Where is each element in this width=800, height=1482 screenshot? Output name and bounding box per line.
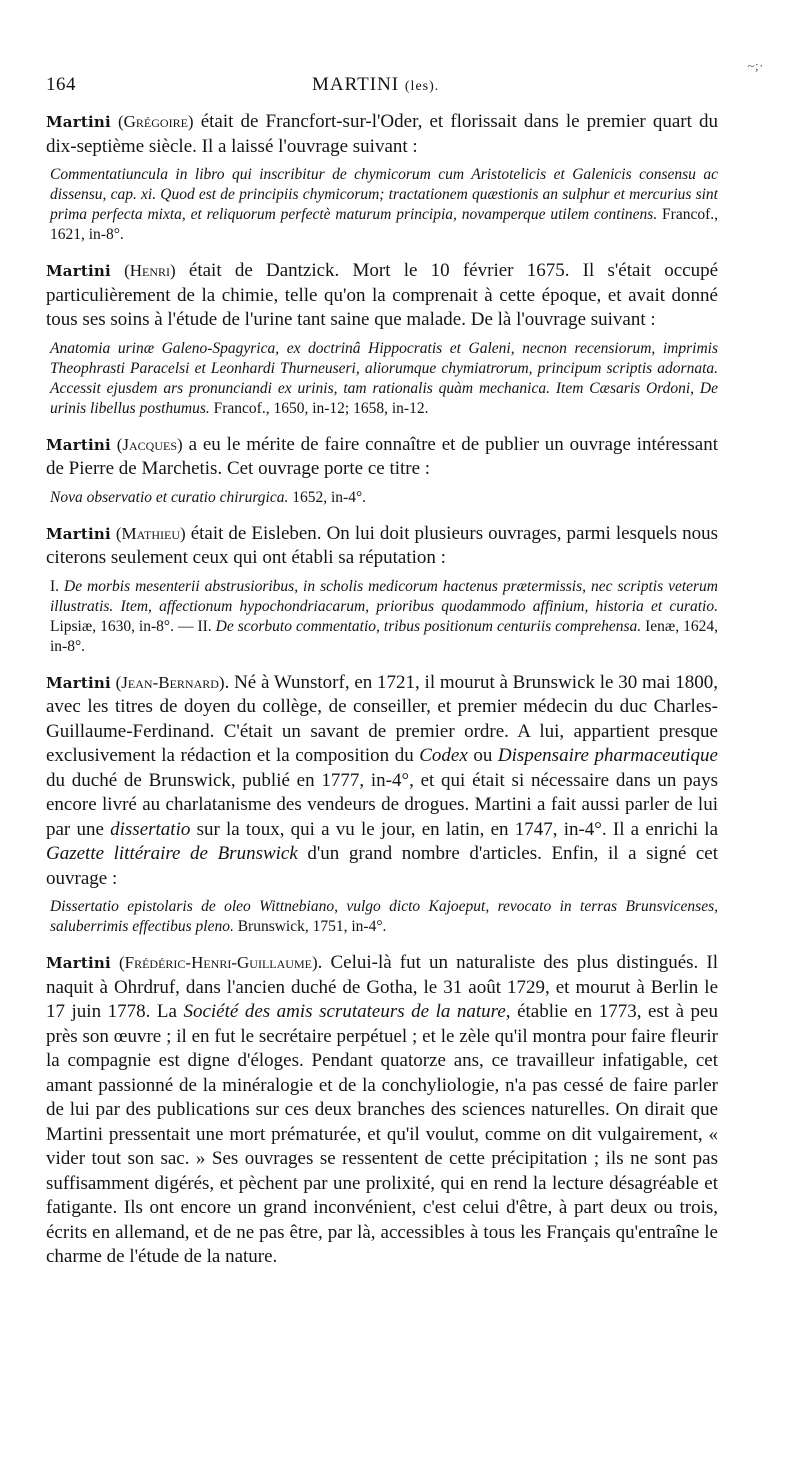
running-title-sub: (les).	[404, 79, 440, 94]
entry-surname: Martini	[46, 435, 111, 454]
biblio-publication: Brunswick, 1751, in-4°.	[237, 918, 387, 935]
entry-text-part: sur la toux, qui a vu le jour, en latin, en 1747, in-4°. Il a enrichi la	[190, 818, 718, 840]
entry-text-part: du duché de Brunswick, publié en 1777, in-4°, et qui était si nécessaire dans un pays encore livré au charlatanisme des vendeurs de drogues. Martini a fait aussi parler de lui par une	[46, 769, 718, 840]
entry-paragraph	[46, 110, 718, 159]
entry-surname: Martini	[46, 954, 111, 972]
bibliography-entry	[50, 165, 718, 245]
entry-surname: Martini	[46, 113, 111, 131]
bibliography-entry	[50, 339, 718, 419]
entry-text-part: ou	[467, 745, 498, 766]
entry-surname: Martini	[46, 673, 111, 692]
biblio-publication: Francof., 1650, in-12; 1658, in-12.	[213, 399, 429, 417]
entry-henri	[46, 259, 718, 419]
entry-paragraph	[46, 522, 718, 571]
entry-paragraph	[46, 951, 718, 1270]
entry-surname: Martini	[46, 524, 111, 543]
entry-text-part: Dispensaire pharmaceutique	[497, 745, 718, 766]
entry-given-name: (Jacques)	[116, 434, 183, 454]
biblio-part: De scorbuto commentatio, tribus positionum centuriis comprehensa.	[215, 617, 642, 635]
entry-text-part: Société des amis scrutateurs de la nature	[183, 1001, 506, 1022]
bibliography-entry	[50, 488, 718, 508]
biblio-part: De morbis mesenterii abstrusioribus, in scholis medicorum hactenus prætermissis, nec scriptis veterum illustratis. Item, affectionum hypochondriacarum, prioribus quodammodo affinium, historia et curatio.	[50, 577, 718, 615]
biblio-part: I.	[50, 577, 65, 595]
biblio-title: Anatomia urinæ Galeno-Spagyrica, ex doctrinâ Hippocratis et Galeni, necnon recensiorum, imprimis Theophrasti Paracelsi et Leonhardi Thurneuseri, aliorumque chymiatrorum, principum scriptis adornata. Accessit ejusdem ars pronunciandi ex urinis, tam rationalis quàm mechanica. Item Cæsaris Ordoni, De urinis libellus posthumus.	[50, 339, 718, 417]
bibliography-entry	[50, 577, 718, 657]
biblio-title: Dissertatio epistolaris de oleo Wittnebiano, vulgo dicto Kajoeput, revocato in terras Brunsvicenses, saluberrimis effectibus pleno.	[50, 898, 718, 935]
entry-frederic-henri-guillaume	[46, 951, 718, 1270]
entry-text-part: dissertatio	[110, 818, 191, 840]
entry-mathieu	[46, 522, 718, 657]
entry-jacques	[46, 433, 718, 508]
entry-text-part: d'un grand nombre d'articles. Enfin, il a signé cet ouvrage :	[46, 843, 718, 889]
entry-given-name: (Frédéric-Henri-Guillaume)	[118, 953, 318, 972]
running-title-main: MARTINI	[312, 74, 400, 95]
entry-text: était de Francfort-sur-l'Oder, et florissait dans le premier quart du dix-septième siècle. Il a laissé l'ouvrage suivant :	[46, 111, 719, 157]
entry-text-part: . Celui-là fut un naturaliste des plus distingués. Il naquit à Ohrdruf, dans l'ancien duché de Gotha, le 31 août 1729, et mourut à Berlin le 17 juin 1778. La	[46, 952, 719, 1022]
entry-text-part: Codex	[419, 745, 468, 766]
entry-text: était de Dantzick. Mort le 10 février 1675. Il s'était occupé particulièrement de la chimie, telle qu'on la comprenait à cette époque, et avait donné tous ses soins à l'étude de l'urine tant saine que malade. De là l'ouvrage suivant :	[46, 260, 719, 330]
entry-paragraph	[46, 433, 718, 482]
biblio-publication: Francof., 1621, in-8°.	[50, 206, 718, 243]
entry-given-name: (Grégoire)	[117, 112, 194, 131]
entry-gregoire	[46, 110, 718, 245]
entry-text-part: Gazette littéraire de Brunswick	[46, 843, 298, 864]
entry-given-name: (Jean-Bernard)	[115, 672, 225, 692]
entry-given-name: (Henri)	[124, 261, 176, 280]
biblio-publication: 1652, in-4°.	[292, 488, 367, 506]
biblio-part: Ienæ, 1624, in-8°.	[50, 617, 718, 655]
entry-text: a eu le mérite de faire connaître et de publier un ouvrage intéressant de Pierre de Marchetis. Cet ouvrage porte ce titre :	[46, 433, 718, 479]
entry-jean-bernard	[46, 671, 718, 938]
entry-paragraph	[46, 671, 718, 892]
biblio-title: Nova observatio et curatio chirurgica.	[50, 488, 289, 506]
entry-given-name: (Mathieu)	[115, 523, 186, 543]
entry-text-part: . Né à Wunstorf, en 1721, il mourut à Brunswick le 30 mai 1800, avec les titres de doyen du collège, de conseiller, et premier médecin du duc Charles-Guillaume-Ferdinand. C'était un savant de premier ordre. A lui, appartient presque exclusivement la rédaction et la composition du	[46, 671, 718, 766]
page-number: 164	[46, 74, 76, 95]
entry-paragraph	[46, 259, 718, 333]
bibliography-entry	[50, 897, 718, 937]
entry-text: était de Eisleben. On lui doit plusieurs ouvrages, parmi lesquels nous citerons seulement ceux qui ont établi sa réputation :	[46, 522, 719, 568]
running-header	[46, 58, 764, 96]
biblio-part: Lipsiæ, 1630, in-8°. — II.	[50, 617, 216, 635]
entry-surname: Martini	[46, 262, 111, 280]
entry-text-part: , établie en 1773, est à peu près son œuvre ; il en fut le secrétaire perpétuel ; et le zèle qu'il montra pour faire fleurir la compagnie est digne d'éloges. Pendant quatorze ans, ce travailleur infatigable, cet amant passionné de la minéralogie et de la conchyliologie, n'a pas cessé de faire parler de lui par des publications sur ces deux branches des sciences naturelles. On dirait que Martini pressentait une mort prématurée, et qu'il voulut, comme on dit vulgairement, « vider tout son sac. » Ses ouvrages se ressentent de cette précipitation ; ils ne sont pas suffisamment digérés, et pèchent par une prolixité, qui en rend la lecture désagréable et fatigante. Ils ont encore un grand inconvénient, c'est celui d'être, à part deux ou trois, écrits en allemand, et de ne pas être, par là, accessibles à tous les Français qu'entraîne le charme de l'étude de la nature.	[46, 1001, 718, 1267]
biblio-title: Commentatiuncula in libro qui inscribitur de chymicorum cum Aristotelicis et Galenicis consensu ac dissensu, cap. xi. Quod est de principiis chymicorum; tractationem quæstionis an sulphur et mercurius sint prima perfecta mixta, et reliquorum perfectè maturum principia, novamperque utilem continens.	[50, 166, 718, 223]
running-title	[312, 74, 439, 96]
corner-mark: ~;·	[747, 58, 764, 73]
